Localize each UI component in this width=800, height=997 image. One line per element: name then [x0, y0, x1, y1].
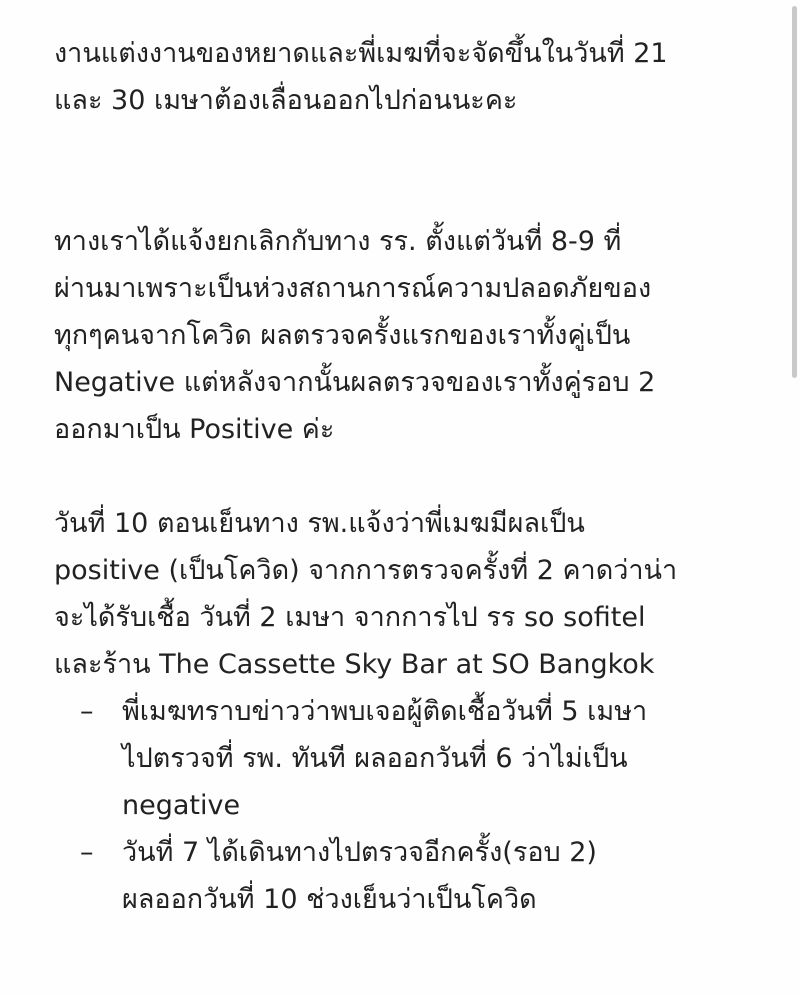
text-line: ผลออกวันที่ 10 ช่วงเย็นว่าเป็นโควิด — [122, 884, 537, 915]
text-line: และร้าน The Cassette Sky Bar at SO Bangkok — [54, 649, 655, 680]
text-line: Negative แต่หลังจากนั้นผลตรวจของเราทั้งคู่รอบ 2 — [54, 367, 656, 398]
text-line: จะได้รับเชื้อ วันที่ 2 เมษา จากการไป รร so sofitel — [54, 602, 646, 633]
paragraph-cancellation — [54, 218, 774, 453]
text-line: ไปตรวจที่ รพ. ทันที ผลออกวันที่ 6 ว่าไม่เป็น — [122, 743, 628, 774]
text-line: พี่เมฆทราบข่าวว่าพบเจอผู้ติดเชื้อวันที่ 5 เมษา — [122, 696, 648, 727]
text-line: วันที่ 10 ตอนเย็นทาง รพ.แจ้งว่าพี่เมฆมีผลเป็น — [54, 508, 585, 539]
bullet-item — [54, 688, 774, 829]
text-line: ทุกๆคนจากโควิด ผลตรวจครั้งแรกของเราทั้งคู่เป็น — [54, 320, 631, 351]
text-line: negative — [122, 790, 241, 821]
paragraph-spacer — [54, 453, 774, 500]
vertical-scrollbar[interactable] — [792, 6, 797, 378]
text-line: ผ่านมาเพราะเป็นห่วงสถานการณ์ความปลอดภัยของ — [54, 273, 652, 304]
text-line: ทางเราได้แจ้งยกเลิกกับทาง รร. ตั้งแต่วันที่ 8-9 ที่ — [54, 226, 622, 257]
bullet-dash: – — [80, 837, 94, 868]
bullet-dash: – — [80, 696, 94, 727]
text-line: งานแต่งงานของหยาดและพี่เมฆที่จะจัดขึ้นในวันที่ 21 — [54, 38, 668, 69]
text-line: positive (เป็นโควิด) จากการตรวจครั้งที่ 2 คาดว่าน่า — [54, 555, 678, 586]
text-line: ออกมาเป็น Positive ค่ะ — [54, 414, 335, 445]
paragraph-spacer — [54, 124, 774, 218]
bullet-item — [54, 829, 774, 923]
paragraph-postponement — [54, 30, 774, 124]
timeline-bullet-list — [54, 688, 774, 923]
text-line: วันที่ 7 ได้เดินทางไปตรวจอีกครั้ง(รอบ 2) — [122, 837, 597, 868]
paragraph-hospital-report — [54, 500, 774, 688]
document-body — [54, 30, 774, 923]
text-line: และ 30 เมษาต้องเลื่อนออกไปก่อนนะคะ — [54, 85, 518, 116]
